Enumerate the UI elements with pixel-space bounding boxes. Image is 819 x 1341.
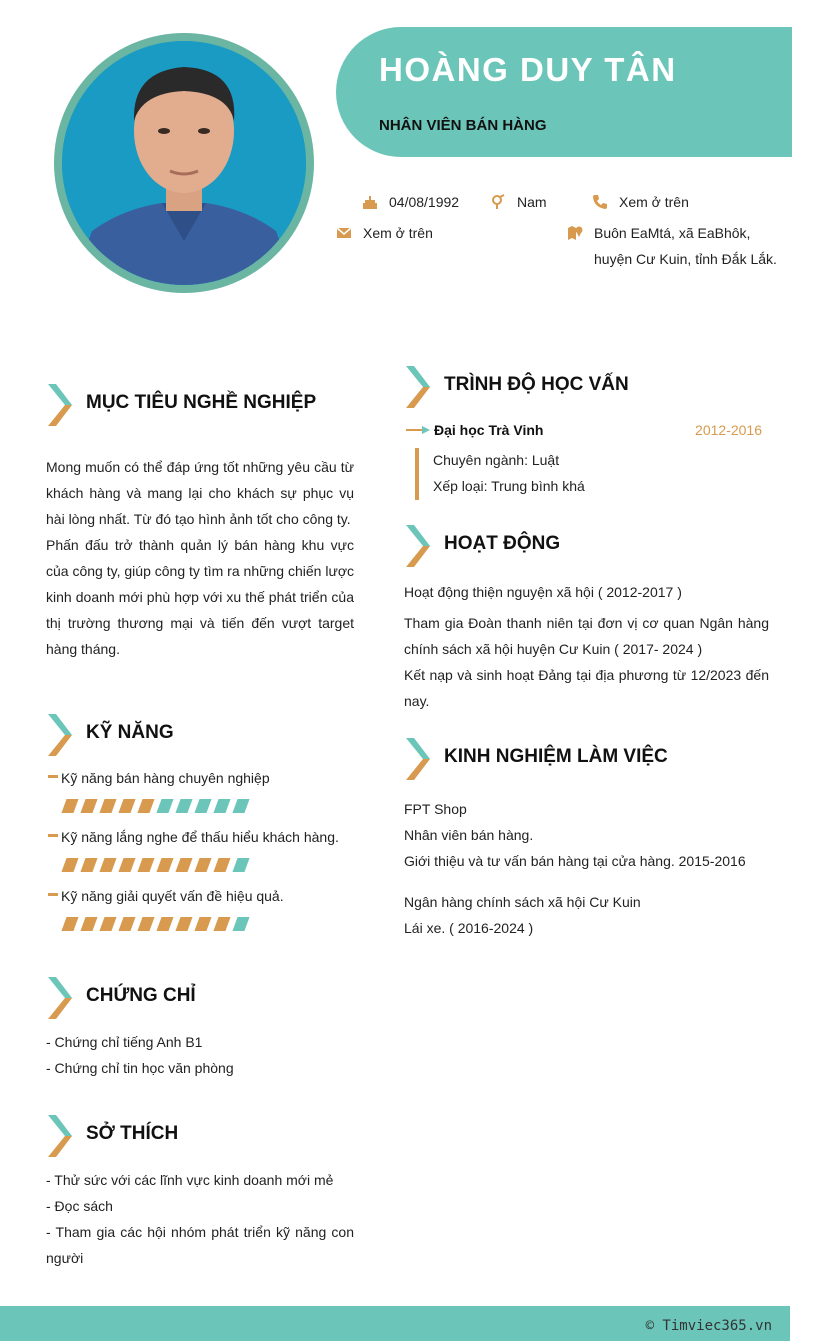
skill-label-2: Kỹ năng lắng nghe để thấu hiểu khách hàng.	[61, 829, 339, 845]
certificate-item: - Chứng chỉ tin học văn phòng	[46, 1060, 234, 1076]
education-title: TRÌNH ĐỘ HỌC VẤN	[444, 374, 629, 395]
skill-rating-segment	[232, 917, 249, 931]
candidate-name: HOÀNG DUY TÂN	[379, 51, 677, 88]
gender-icon	[490, 194, 506, 210]
certificates-title: CHỨNG CHỈ	[86, 985, 196, 1006]
phone-text: Xem ở trên	[619, 194, 689, 210]
hobby-item: - Tham gia các hội nhóm phát triển kỹ năng con người	[46, 1224, 354, 1266]
hobby-item: - Thử sức với các lĩnh vực kinh doanh mới mẻ	[46, 1172, 334, 1188]
name-banner	[336, 27, 792, 157]
skill-rating-segment	[99, 799, 116, 813]
skill-rating-segment	[80, 917, 97, 931]
objective-paragraph-2: Phấn đấu trở thành quản lý bán hàng khu vực của công ty, giúp công ty tìm ra những chiến lược kinh doanh mới phù hợp với xu thế phát triển của thị trường thương mại và tiến đến vượt target hàng tháng.	[46, 537, 354, 657]
footer-credit: © Timviec365.vn	[645, 1318, 772, 1334]
objective-text	[46, 454, 354, 662]
skill-rating-bar-3	[64, 917, 254, 931]
chevron-right-icon	[406, 366, 432, 408]
hobbies-title: SỞ THÍCH	[86, 1123, 179, 1144]
education-school: Đại học Trà Vinh	[434, 422, 544, 438]
skill-bullet	[48, 775, 58, 778]
education-years: 2012-2016	[695, 422, 762, 438]
skill-rating-segment	[175, 917, 192, 931]
skills-title: KỸ NĂNG	[86, 722, 174, 743]
skill-rating-segment	[156, 917, 173, 931]
skill-label-3: Kỹ năng giải quyết vấn đề hiệu quả.	[61, 888, 284, 904]
avatar	[62, 41, 306, 285]
skill-rating-bar-1	[64, 799, 254, 813]
experience-job-1	[404, 796, 769, 874]
education-major: Chuyên ngành: Luật	[433, 452, 560, 468]
chevron-right-icon	[48, 977, 74, 1019]
skill-rating-segment	[213, 858, 230, 872]
skill-rating-segment	[99, 917, 116, 931]
job-company: FPT Shop	[404, 801, 467, 817]
skill-rating-segment	[80, 858, 97, 872]
skill-rating-segment	[175, 858, 192, 872]
skill-rating-segment	[175, 799, 192, 813]
job-description: Lái xe. ( 2016-2024 )	[404, 920, 534, 936]
activity-item: Hoạt động thiện nguyện xã hội ( 2012-2017 )	[404, 584, 682, 600]
skill-bullet	[48, 834, 58, 837]
activities-list	[404, 579, 769, 714]
footer-bar	[0, 1306, 790, 1341]
cake-icon	[362, 194, 378, 210]
objective-paragraph-1: Mong muốn có thể đáp ứng tốt những yêu cầu từ khách hàng và mang lại cho khách sự phục vụ hài lòng nhất. Từ đó tạo hình ảnh tốt cho công ty.	[46, 459, 354, 527]
chevron-right-icon	[48, 384, 74, 426]
skill-rating-segment	[80, 799, 97, 813]
avatar-ring	[54, 33, 314, 293]
skill-rating-segment	[61, 917, 78, 931]
skill-rating-segment	[213, 917, 230, 931]
skill-rating-segment	[61, 858, 78, 872]
job-description: Giới thiệu và tư vấn bán hàng tại cửa hàng. 2015-2016	[404, 853, 746, 869]
skill-rating-segment	[194, 799, 211, 813]
skill-rating-segment	[61, 799, 78, 813]
skill-rating-segment	[118, 917, 135, 931]
experience-title: KINH NGHIỆM LÀM VIỆC	[444, 746, 668, 767]
skill-label-1: Kỹ năng bán hàng chuyên nghiệp	[61, 770, 270, 786]
skill-bullet	[48, 893, 58, 896]
skill-rating-segment	[194, 858, 211, 872]
email-text: Xem ở trên	[363, 225, 433, 241]
job-title: NHÂN VIÊN BÁN HÀNG	[379, 117, 547, 134]
hobbies-list	[46, 1167, 354, 1271]
phone-icon	[592, 194, 608, 210]
gender-text: Nam	[517, 194, 547, 210]
skill-rating-segment	[213, 799, 230, 813]
experience-job-2	[404, 889, 769, 941]
skill-rating-segment	[118, 799, 135, 813]
skill-rating-segment	[232, 858, 249, 872]
skill-rating-segment	[156, 799, 173, 813]
activity-item: Kết nạp và sinh hoạt Đảng tại địa phương từ 12/2023 đến nay.	[404, 667, 769, 709]
skill-rating-segment	[118, 858, 135, 872]
skill-rating-bar-2	[64, 858, 254, 872]
education-entry	[406, 420, 762, 442]
certificates-list	[46, 1029, 354, 1081]
skill-rating-segment	[156, 858, 173, 872]
objective-title: MỤC TIÊU NGHỀ NGHIỆP	[86, 392, 317, 413]
address-line-2: huyện Cư Kuin, tỉnh Đắk Lắk.	[594, 251, 777, 267]
skill-rating-segment	[232, 799, 249, 813]
chevron-right-icon	[48, 1115, 74, 1157]
arrow-right-icon	[406, 426, 430, 434]
skill-rating-segment	[137, 799, 154, 813]
skill-rating-segment	[99, 858, 116, 872]
map-pin-icon	[567, 225, 583, 241]
education-grade: Xếp loại: Trung bình khá	[433, 478, 585, 494]
chevron-right-icon	[406, 738, 432, 780]
address-line-1: Buôn EaMtá, xã EaBhôk,	[594, 225, 751, 241]
chevron-right-icon	[406, 525, 432, 567]
skill-rating-segment	[137, 917, 154, 931]
envelope-icon	[336, 225, 352, 241]
job-position: Nhân viên bán hàng.	[404, 827, 534, 843]
education-accent-line	[415, 448, 419, 500]
activities-title: HOẠT ĐỘNG	[444, 533, 561, 554]
chevron-right-icon	[48, 714, 74, 756]
activity-item: Tham gia Đoàn thanh niên tại đơn vị cơ quan Ngân hàng chính sách xã hội huyện Cư Kuin ( 2017- 2024 )	[404, 615, 769, 657]
hobby-item: - Đọc sách	[46, 1198, 113, 1214]
skill-rating-segment	[137, 858, 154, 872]
job-company: Ngân hàng chính sách xã hội Cư Kuin	[404, 894, 641, 910]
certificate-item: - Chứng chỉ tiếng Anh B1	[46, 1034, 203, 1050]
birthday-text: 04/08/1992	[389, 194, 460, 210]
skill-rating-segment	[194, 917, 211, 931]
